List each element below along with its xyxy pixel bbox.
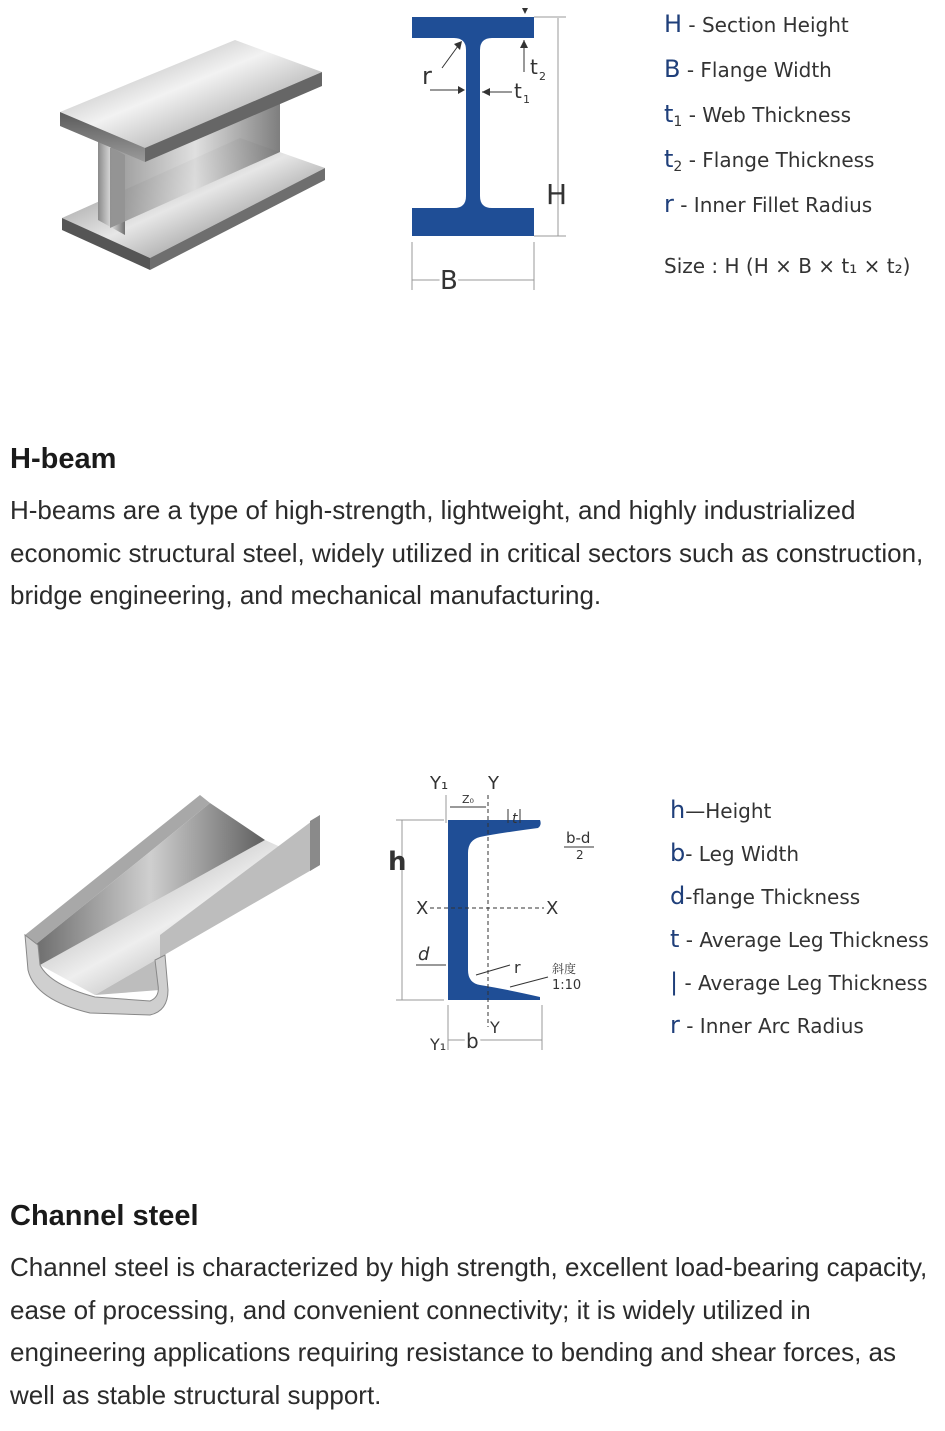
channel-legend-item: d-flange Thickness [670, 882, 861, 910]
channel-slope-value: 1:10 [552, 978, 582, 993]
hbeam-figure [0, 0, 945, 320]
hbeam-dim-t1-label: t [514, 79, 522, 103]
hbeam-legend-item: B - Flange Width [664, 55, 832, 83]
channel-dim-h-label: h [388, 847, 407, 877]
hbeam-photo [50, 20, 350, 300]
channel-heading: Channel steel [10, 1200, 199, 1232]
hbeam-dim-h-label: H [546, 178, 568, 211]
channel-dim-d-label: d [418, 944, 430, 965]
hbeam-section-diagram [400, 0, 580, 300]
channel-axis-y-top: Y [488, 773, 499, 794]
channel-dim-bd-num: b-d [566, 829, 591, 847]
channel-legend-item: b- Leg Width [670, 839, 800, 867]
hbeam-description: H-beams are a type of high-strength, lightweight, and highly industrialized economic structural steel, widely utilized in critical sectors such as construction, bridge engineering, and mechanical manufacturing. [10, 495, 924, 610]
channel-figure [0, 760, 945, 1070]
hbeam-section-shape [412, 17, 534, 236]
channel-section-diagram [380, 765, 620, 1065]
channel-legend [670, 760, 945, 1060]
channel-axis-y1-top: Y₁ [430, 773, 449, 794]
hbeam-dim-t2-label: t [530, 55, 538, 79]
hbeam-legend-item: r - Inner Fillet Radius [664, 190, 873, 218]
channel-legend-item: r - Inner Arc Radius [670, 1011, 864, 1039]
hbeam-heading: H-beam [10, 443, 117, 475]
channel-axis-y-bottom: Y [490, 1018, 500, 1037]
hbeam-dim-r-label: r [422, 62, 432, 90]
hbeam-legend-item: $t_2$ - Flange Thickness [664, 145, 875, 175]
channel-legend-item: h—Height [670, 796, 772, 824]
channel-dim-t-label: t [512, 811, 518, 827]
channel-photo [20, 785, 330, 1045]
channel-dim-r-label: r [514, 958, 521, 977]
hbeam-legend-item: $t_1$ - Web Thickness [664, 100, 852, 130]
hbeam-legend [664, 0, 944, 300]
channel-dim-z0-label: Z₀ [462, 793, 474, 806]
hbeam-dim-t2-sub: 2 [539, 70, 546, 83]
channel-dim-b-label: b [466, 1029, 479, 1053]
hbeam-dim-t1-sub: 1 [523, 93, 530, 106]
hbeam-dim-b-label: B [440, 266, 458, 296]
channel-axis-x-left: X [416, 898, 429, 919]
hbeam-legend-item: H - Section Height [664, 10, 849, 38]
hbeam-size-formula: Size : H (H × B × t₁ × t₂) [664, 254, 911, 278]
channel-slope-cn: 斜度 [552, 962, 577, 976]
channel-section-shape [448, 820, 541, 1000]
channel-description: Channel steel is characterized by high strength, excellent load-bearing capacity, ease of processing, and convenient connectivity; it is widely utilized in engineering applications requiring resistance to bending and shear forces, as well as stable structural support. [10, 1252, 928, 1410]
channel-dim-bd-den: 2 [576, 848, 584, 862]
channel-legend-item: | - Average Leg Thickness [670, 968, 928, 996]
channel-legend-item: t - Average Leg Thickness [670, 925, 929, 953]
channel-axis-x-right: X [546, 898, 559, 919]
channel-axis-y1-bottom: Y₁ [430, 1035, 447, 1054]
